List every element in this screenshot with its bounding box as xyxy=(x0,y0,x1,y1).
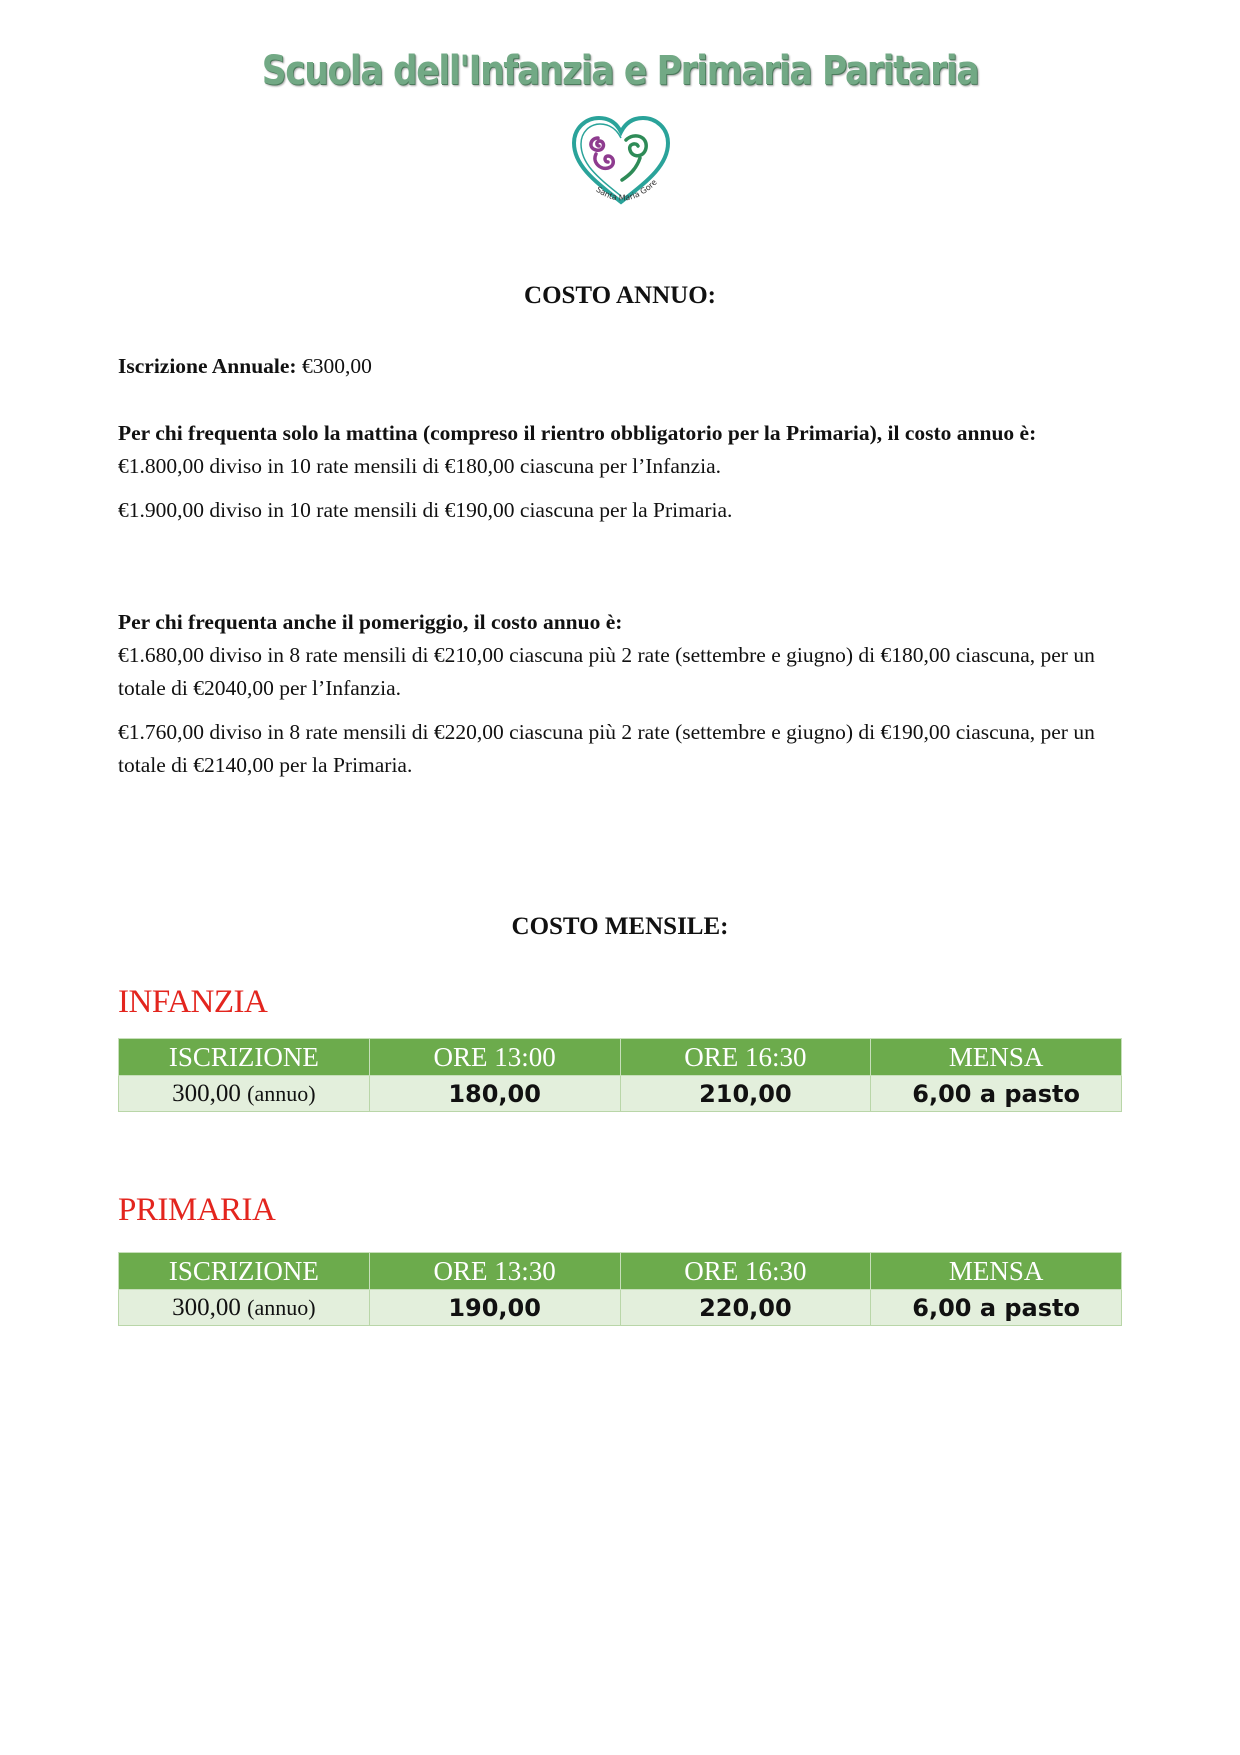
header-ore-1: ORE 13:00 xyxy=(369,1039,620,1076)
morning-block xyxy=(118,417,1118,527)
table-header-row xyxy=(119,1039,1122,1076)
header-ore-2: ORE 16:30 xyxy=(620,1253,871,1290)
cell-ore-2: 210,00 xyxy=(620,1076,871,1112)
annual-cost-heading: COSTO ANNUO: xyxy=(524,282,716,309)
cell-ore-1: 190,00 xyxy=(369,1290,620,1326)
logo-caption: Santa Maria Gore xyxy=(594,177,659,203)
header-mensa: MENSA xyxy=(871,1253,1122,1290)
table-row xyxy=(119,1076,1122,1112)
header-iscrizione: ISCRIZIONE xyxy=(119,1039,370,1076)
cell-iscrizione xyxy=(119,1290,370,1326)
morning-intro: Per chi frequenta solo la mattina (compreso il rientro obbligatorio per la Primaria), il costo annuo è: xyxy=(118,421,1037,445)
iscrizione-note: (annuo) xyxy=(247,1294,316,1320)
infanzia-fee-table xyxy=(118,1038,1122,1112)
cell-ore-1: 180,00 xyxy=(369,1076,620,1112)
afternoon-intro: Per chi frequenta anche il pomeriggio, il costo annuo è: xyxy=(118,610,623,634)
green-swirl xyxy=(622,136,646,180)
registration-label: Iscrizione Annuale: xyxy=(118,354,297,378)
primaria-fee-table xyxy=(118,1252,1122,1326)
afternoon-primaria-cost: €1.760,00 diviso in 8 rate mensili di €220,00 ciascuna più 2 rate (settembre e giugno) di €190,00 ciascuna, per un totale di €2140,00 per la Primaria. xyxy=(118,720,1095,777)
table-row xyxy=(119,1290,1122,1326)
header-iscrizione: ISCRIZIONE xyxy=(119,1253,370,1290)
school-title: Scuola dell'Infanzia e Primaria Paritaria xyxy=(261,48,979,94)
iscrizione-value: 300,00 xyxy=(172,1293,241,1321)
infanzia-title: INFANZIA xyxy=(118,984,268,1020)
cell-mensa: 6,00 a pasto xyxy=(871,1076,1122,1112)
iscrizione-value: 300,00 xyxy=(172,1079,241,1107)
morning-infanzia-cost: €1.800,00 diviso in 10 rate mensili di €180,00 ciascuna per l’Infanzia. xyxy=(118,454,722,478)
heart-outline xyxy=(574,118,668,202)
morning-primaria-cost: €1.900,00 diviso in 10 rate mensili di €190,00 ciascuna per la Primaria. xyxy=(118,498,733,522)
afternoon-block xyxy=(118,606,1118,782)
school-logo xyxy=(566,110,676,220)
purple-swirl xyxy=(591,138,613,168)
cell-ore-2: 220,00 xyxy=(620,1290,871,1326)
header-mensa: MENSA xyxy=(871,1039,1122,1076)
registration-value: €300,00 xyxy=(296,354,372,378)
header-ore-2: ORE 16:30 xyxy=(620,1039,871,1076)
primaria-title: PRIMARIA xyxy=(118,1192,276,1228)
registration-line xyxy=(118,350,1118,383)
cell-iscrizione xyxy=(119,1076,370,1112)
table-header-row xyxy=(119,1253,1122,1290)
iscrizione-note: (annuo) xyxy=(247,1080,316,1106)
monthly-cost-heading: COSTO MENSILE: xyxy=(511,913,729,940)
header-ore-1: ORE 13:30 xyxy=(369,1253,620,1290)
cell-mensa: 6,00 a pasto xyxy=(871,1290,1122,1326)
afternoon-infanzia-cost: €1.680,00 diviso in 8 rate mensili di €210,00 ciascuna più 2 rate (settembre e giugno) di €180,00 ciascuna, per un totale di €2040,00 per l’Infanzia. xyxy=(118,643,1095,700)
